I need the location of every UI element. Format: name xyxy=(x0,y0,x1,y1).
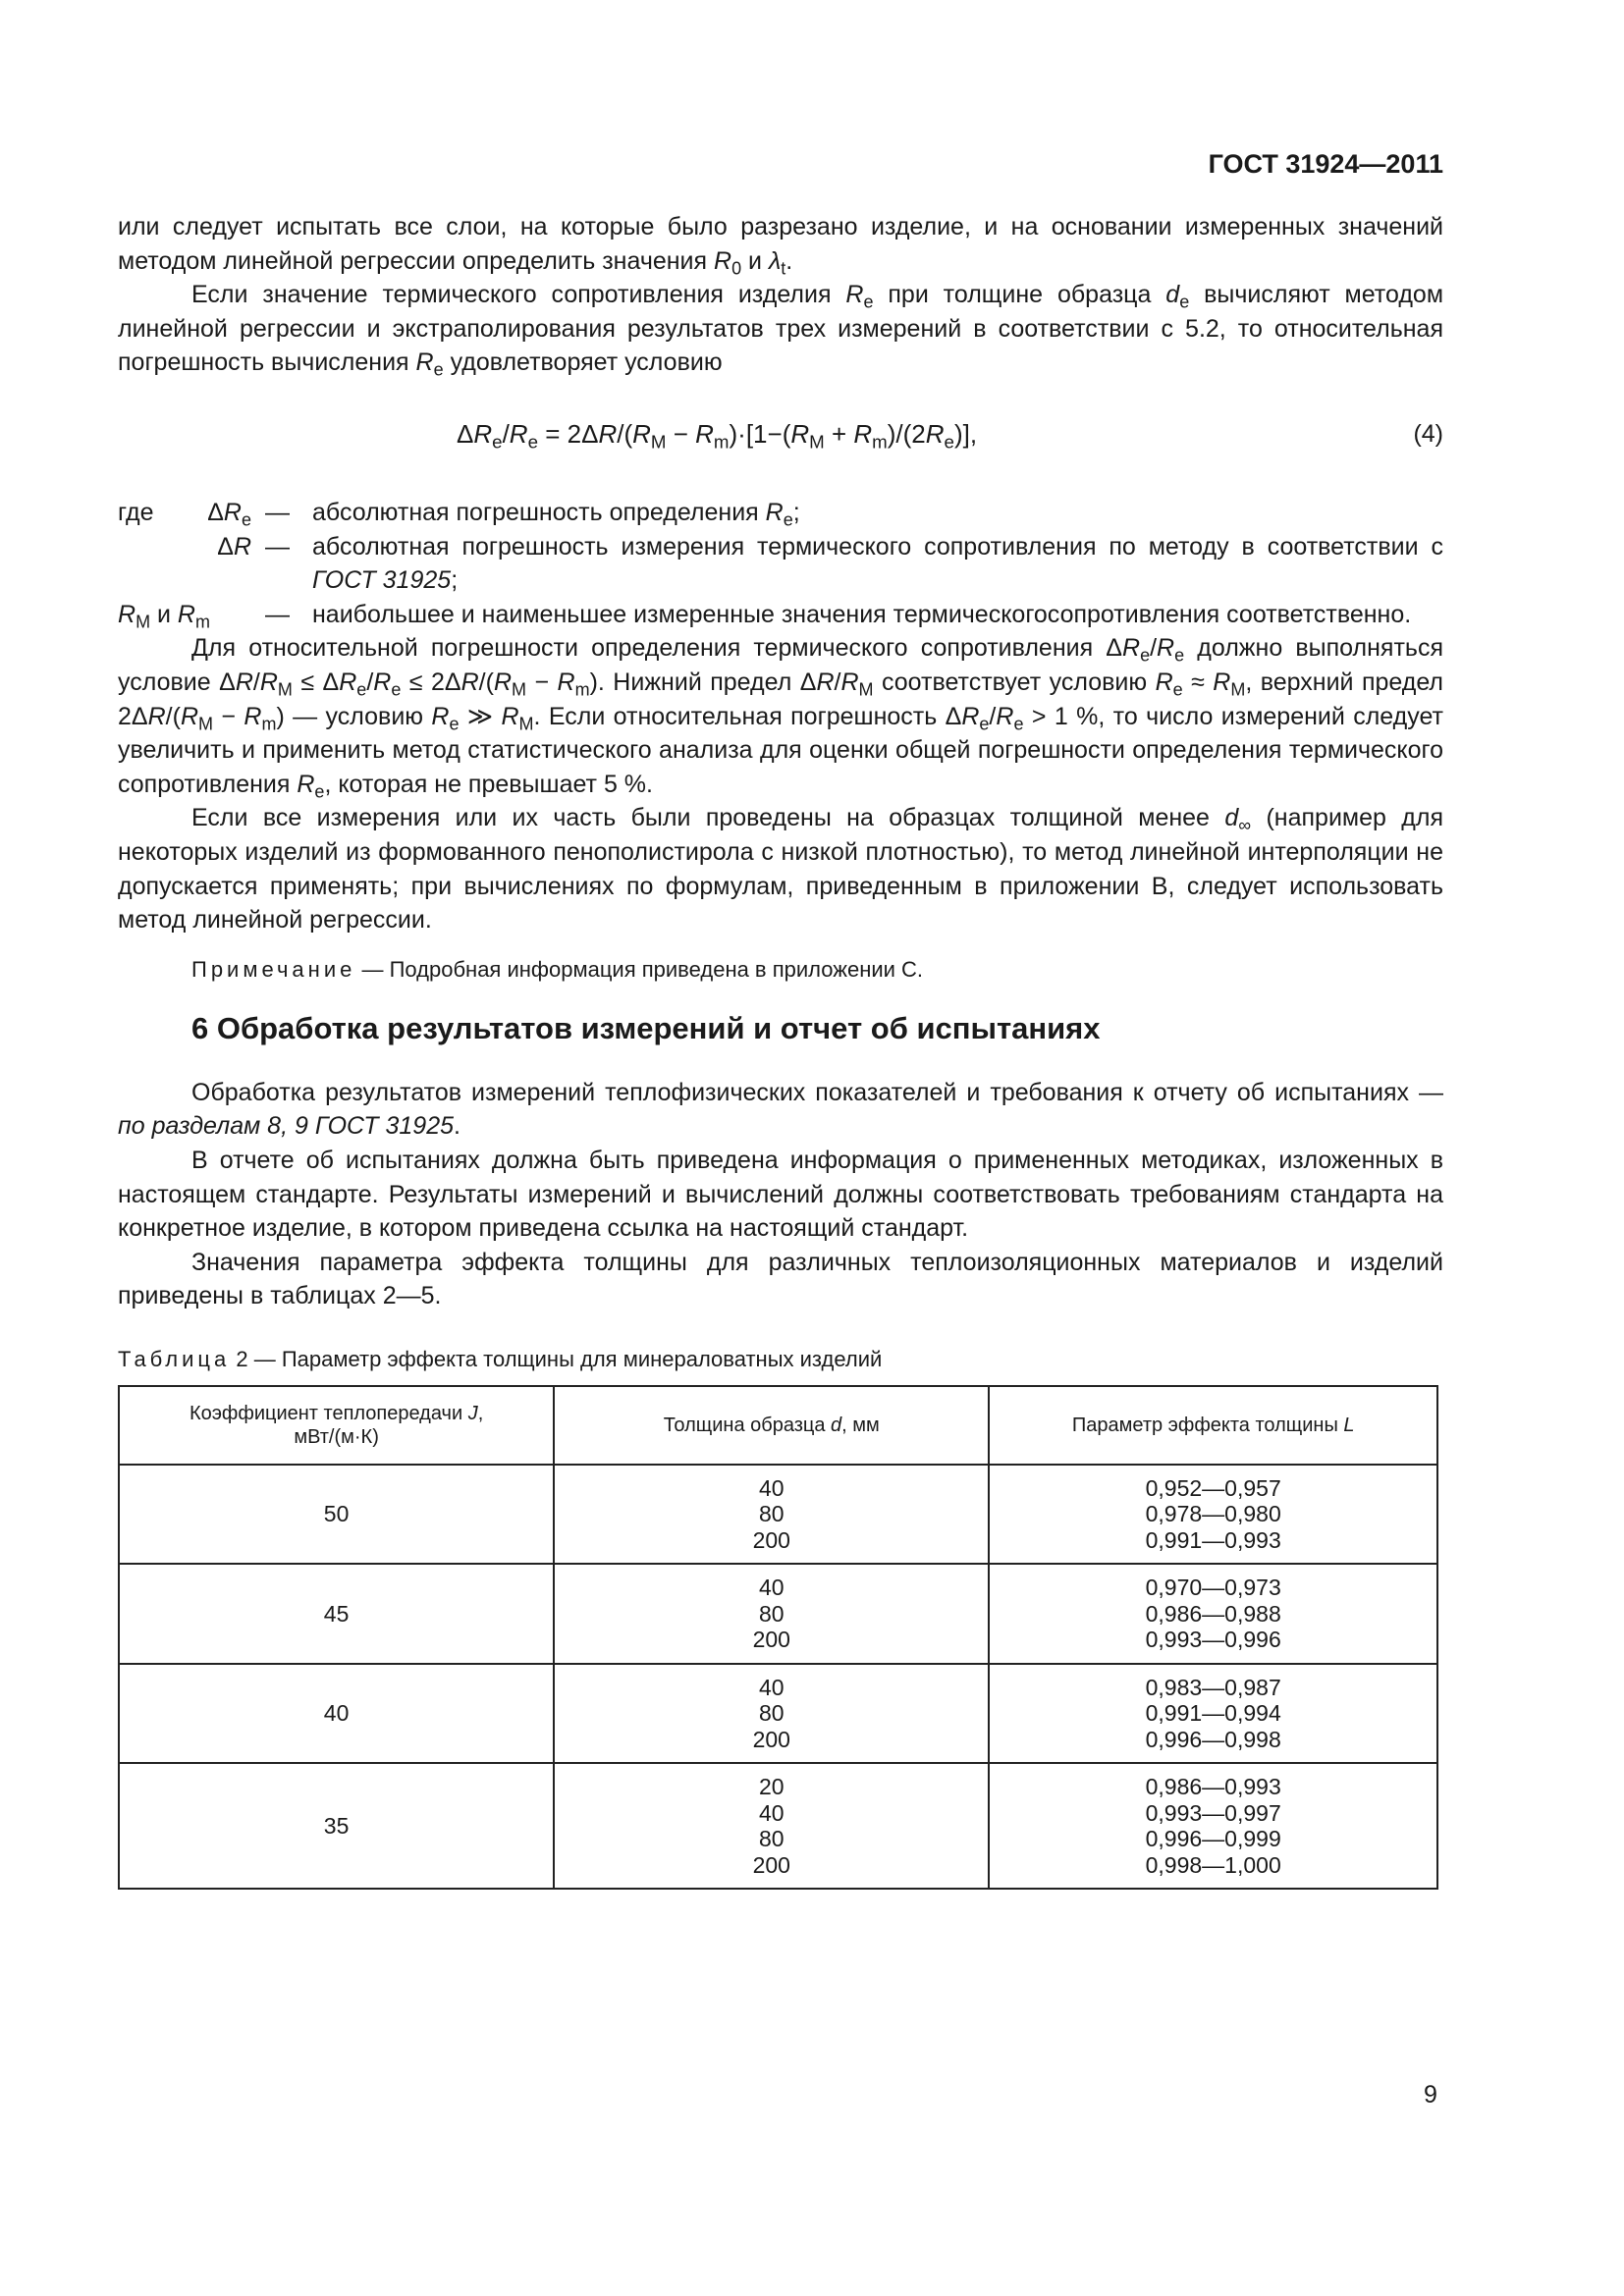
coefficient-value: 50 xyxy=(323,1501,350,1527)
formula-expression: $\Delta R_e/R_e = 2\Delta R/(R_M - R_m)\cdot[1-(R_M + R_m)/(2R_e)]$, xyxy=(457,418,978,453)
document-designation: ГОСТ 31924—2011 xyxy=(1208,149,1443,179)
column-header-d: Толщина образца d, мм xyxy=(554,1386,989,1465)
parameter-range: 0,991—0,993 xyxy=(1145,1526,1281,1553)
definition-text: абсолютная погрешность определения $R_e$; xyxy=(312,498,800,530)
cell-coefficient xyxy=(119,1763,554,1889)
term-text: $\Delta R_e$ xyxy=(207,498,251,530)
coefficient-value: 45 xyxy=(323,1600,350,1627)
paragraph: Для относительной погрешности определения термического сопротивления $\Delta R_e/R_e$ должно выполняться условие $\Delta R/R_M \le \Delta R_e/R_e \le 2\Delta R/(R_M - R_m)$. Нижний предел $\Delta R/R_M$ соответствует условию $R_e \approx R_M$, верхний предел $2\Delta R/(R_M - R_m)$ — условию $R_e$ ≫ $R_M$. Если относительная погрешность $\Delta R_e/R_e > 1$ %, то число измерений следует увеличить и применить метод статистического анализа для оценки общей погрешности определения термического сопротивления $R_e$, которая не превышает 5 %. xyxy=(118,634,1444,802)
parameter-range: 0,983—0,987 xyxy=(1145,1674,1281,1700)
note-label: Примечание xyxy=(191,956,356,982)
parameter-range: 0,978—0,980 xyxy=(1145,1501,1281,1527)
definition-term: $R_M$ и $R_m$ xyxy=(118,600,210,632)
paragraph: или следует испытать все слои, на которые было разрезано изделие, и на основании измеренных значений методом линейной регрессии определить значения $R_0$ и $\lambda_t$. xyxy=(118,213,1443,278)
where-label: где xyxy=(118,498,154,526)
paragraph: Если значение термического сопротивления изделия $R_e$ при толщине образца $d_e$ вычисляют методом линейной регрессии и экстраполирования результатов трех измерений в соответствии с 5.2, то относительная погрешность вычисления $R_e$ удовлетворяет условию xyxy=(118,281,1444,380)
cell-coefficient xyxy=(119,1465,554,1565)
coefficient-value: 40 xyxy=(323,1700,350,1727)
cell-thickness xyxy=(554,1465,989,1565)
thickness-value: 200 xyxy=(752,1726,790,1752)
table-caption-text: 2 — Параметр эффекта толщины для минераловатных изделий xyxy=(230,1347,883,1372)
thickness-value: 80 xyxy=(758,1826,785,1852)
thickness-value: 40 xyxy=(758,1575,785,1601)
section-heading: 6 Обработка результатов измерений и отчет об испытаниях xyxy=(191,1011,1101,1046)
parameter-range: 0,996—0,999 xyxy=(1145,1826,1281,1852)
formula-number: (4) xyxy=(1413,419,1443,448)
parameter-range: 0,996—0,998 xyxy=(1145,1726,1281,1752)
definitions-list xyxy=(118,496,1443,631)
table-row xyxy=(119,1664,1437,1764)
definition-term: ΔR xyxy=(217,532,251,561)
table-header-row xyxy=(119,1386,1437,1465)
cell-coefficient xyxy=(119,1664,554,1764)
thickness-value: 80 xyxy=(758,1600,785,1627)
parameter-range: 0,986—0,993 xyxy=(1145,1774,1281,1800)
thickness-value: 80 xyxy=(758,1501,785,1527)
definition-term xyxy=(118,496,265,530)
cell-parameter xyxy=(989,1564,1437,1664)
parameter-range: 0,991—0,994 xyxy=(1145,1700,1281,1727)
table-row xyxy=(119,1465,1437,1565)
parameter-range: 0,986—0,988 xyxy=(1145,1600,1281,1627)
paragraph: В отчете об испытаниях должна быть приведена информация о примененных методиках, изложенных в настоящем стандарте. Результаты измерений и вычислений должны соответствовать требованиям стандарта на конкретное изделие, в котором приведена ссылка на настоящий стандарт. xyxy=(118,1147,1443,1243)
page-body xyxy=(118,210,1443,1890)
table-caption-label: Таблица xyxy=(118,1347,231,1372)
thickness-value: 80 xyxy=(758,1700,785,1727)
thickness-value: 200 xyxy=(752,1627,790,1653)
cell-coefficient xyxy=(119,1564,554,1664)
formula-4 xyxy=(118,407,1443,466)
note xyxy=(191,953,1443,988)
parameter-range: 0,993—0,996 xyxy=(1145,1627,1281,1653)
thickness-value: 20 xyxy=(758,1774,785,1800)
cell-thickness xyxy=(554,1564,989,1664)
table-row xyxy=(119,1564,1437,1664)
thickness-effect-table xyxy=(118,1385,1438,1891)
column-header-j: Коэффициент теплопередачи J, мВт/(м·К) xyxy=(119,1386,554,1465)
column-header-l: Параметр эффекта толщины L xyxy=(989,1386,1437,1465)
thickness-value: 200 xyxy=(752,1526,790,1553)
parameter-range: 0,998—1,000 xyxy=(1145,1851,1281,1878)
definition-text: наибольшее и наименьшее измеренные значения термическогосопротивления соответственно. xyxy=(312,600,1412,628)
definition-text: абсолютная погрешность измерения термического сопротивления по методу в соответствии с ГОСТ 31925; xyxy=(312,532,1443,595)
cell-thickness xyxy=(554,1763,989,1889)
coefficient-value: 35 xyxy=(323,1812,350,1839)
parameter-range: 0,952—0,957 xyxy=(1145,1474,1281,1501)
parameter-range: 0,993—0,997 xyxy=(1145,1799,1281,1826)
parameter-range: 0,970—0,973 xyxy=(1145,1575,1281,1601)
thickness-value: 40 xyxy=(758,1674,785,1700)
dash: — xyxy=(265,532,290,561)
paragraph: Значения параметра эффекта толщины для различных теплоизоляционных материалов и изделий приведены в таблицах 2—5. xyxy=(118,1248,1443,1310)
cell-thickness xyxy=(554,1664,989,1764)
thickness-value: 40 xyxy=(758,1799,785,1826)
table-row xyxy=(119,1763,1437,1889)
dash: — xyxy=(265,498,290,526)
paragraph: Если все измерения или их часть были проведены на образцах толщиной менее $d_\infty$ (например для некоторых изделий из формованного пенополистирола с низкой плотностью), то метод линейной интерполяции не допускается применять; при вычислениях по формулам, приведенным в приложении В, следует использовать метод линейной регрессии. xyxy=(118,804,1443,934)
paragraph: Обработка результатов измерений теплофизических показателей и требования к отчету об испытаниях — по разделам 8, 9 ГОСТ 31925. xyxy=(118,1078,1443,1141)
cell-parameter xyxy=(989,1664,1437,1764)
cell-parameter xyxy=(989,1465,1437,1565)
note-text: — Подробная информация приведена в приложении С. xyxy=(355,956,924,982)
table-caption xyxy=(118,1343,1443,1377)
thickness-value: 200 xyxy=(752,1851,790,1878)
dash: — xyxy=(265,600,290,628)
page-number: 9 xyxy=(1424,2081,1437,2109)
thickness-value: 40 xyxy=(758,1474,785,1501)
cell-parameter xyxy=(989,1763,1437,1889)
